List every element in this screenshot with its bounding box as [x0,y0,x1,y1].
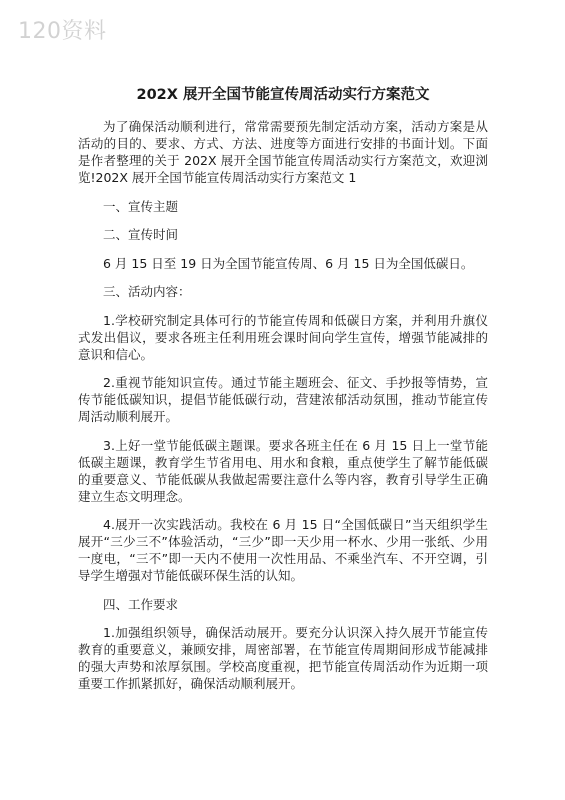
heading-theme: 一、宣传主题 [103,198,179,214]
heading-time: 二、宣传时间 [103,227,179,242]
content-item-4: 4.展开一次实践活动。我校在 6 月 15 日“全国低碳日”当天组织学生展开“三少三不”体验活动，“三少”即一天少用一杯水、少用一张纸、少用一度电，“三不”即一天内不使用一次性用品、不乘坐汽车、不开空调，引导学生增强对节能低碳环保生活的认知。 [78,517,488,583]
heading-content: 三、活动内容： [103,284,191,299]
content-item-2: 2.重视节能知识宣传。通过节能主题班会、征文、手抄报等情势，宣传节能低碳知识，提倡节能低碳行动，营建浓郁活动氛围，推动节能宣传周活动顺利展开。 [78,375,488,424]
watermark-logo: 120资料 [18,19,107,44]
intro-paragraph: 为了确保活动顺利进行，常常需要预先制定活动方案，活动方案是从活动的目的、要求、方式、方法、进度等方面进行安排的书面计划。下面是作者整理的关于 202X 展开全国节能宣传周活动实行方案范文，欢迎浏览!202X 展开全国节能宣传周活动实行方案范文 1 [78,119,488,185]
heading-requirements: 四、工作要求 [103,596,179,612]
requirement-item-1: 1.加强组织领导，确保活动展开。要充分认识深入持久展开节能宣传教育的重要意义，兼顾安排，周密部署，在节能宣传周期间形成节能减排的强大声势和浓厚氛围。学校高度重视，把节能宣传周活动作为近期一项重要工作抓紧抓好，确保活动顺利展开。 [78,625,488,691]
document-body [78,86,488,704]
document-title: 202X 展开全国节能宣传周活动实行方案范文 [136,87,430,103]
content-item-1: 1.学校研究制定具体可行的节能宣传周和低碳日方案，并利用升旗仪式发出倡议，要求各班主任利用班会课时间向学生宣传，增强节能减排的意识和信心。 [78,312,488,362]
time-paragraph: 6 月 15 日至 19 日为全国节能宣传周、6 月 15 日为全国低碳日。 [103,255,474,271]
content-item-3: 3.上好一堂节能低碳主题课。要求各班主任在 6 月 15 日上一堂节能低碳主题课，教育学生节省用电、用水和食粮，重点使学生了解节能低碳的重要意义、节能低碳从我做起需要注意什么等内容，教育引导学生正确建立生态文明理念。 [78,437,488,504]
